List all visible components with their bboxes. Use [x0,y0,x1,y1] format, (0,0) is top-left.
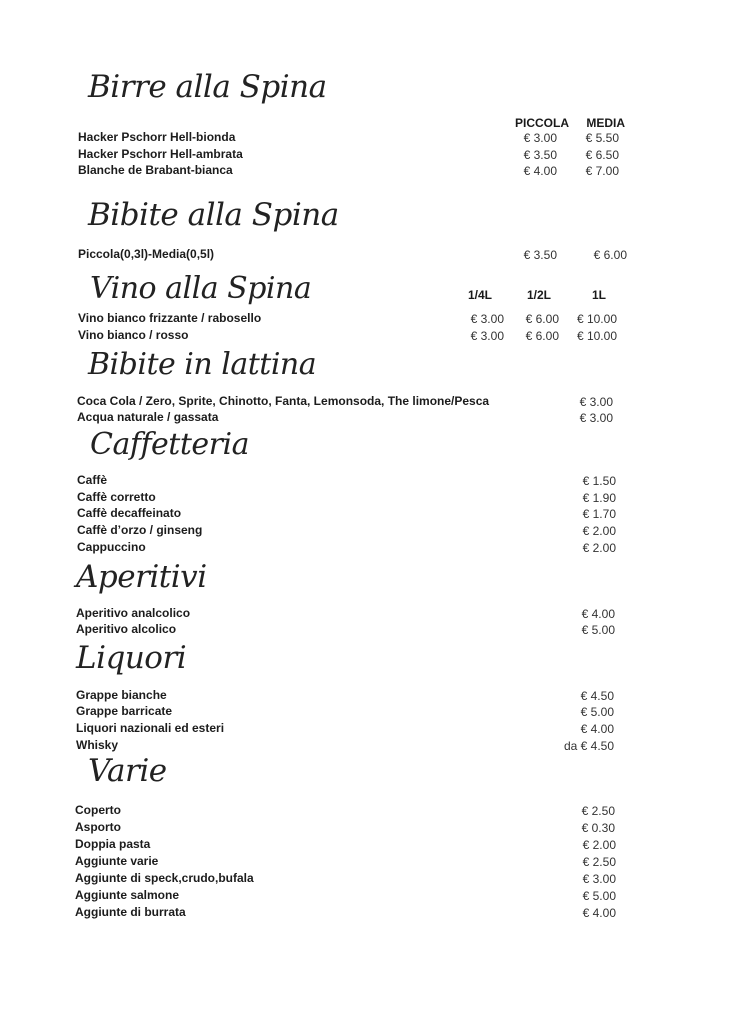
column-header: MEDIA [586,116,625,130]
section-heading: Birre alla Spina [88,69,327,105]
menu-item-price: € 3.00 [523,131,557,145]
menu-item-name: Caffè decaffeinato [77,506,182,520]
menu-item-price: € 4.00 [523,164,557,178]
menu-item-price: € 6.00 [593,248,627,262]
menu-item-name: Caffè d’orzo / ginseng [77,523,203,537]
menu-item-price: € 2.00 [582,838,616,852]
menu-item-name: Whisky [76,738,119,752]
menu-item-name: Asporto [75,820,121,834]
menu-item-price: € 3.00 [579,411,613,425]
menu-item-price: € 2.00 [582,541,616,555]
section-heading: Liquori [76,640,187,676]
menu-item-price: € 3.00 [582,872,616,886]
menu-item-price: € 3.00 [579,395,613,409]
column-header: 1/2L [526,288,551,302]
menu-item-name: Hacker Pschorr Hell-bionda [78,130,236,144]
column-header: 1L [591,288,606,302]
menu-item-price: da € 4.50 [563,739,614,753]
column-header: PICCOLA [515,116,569,130]
section-heading: Bibite in lattina [88,347,317,382]
menu-item-price: € 5.50 [585,131,619,145]
section-heading: Vino alla Spina [90,271,312,306]
menu-item-name: Grappe barricate [76,704,173,718]
menu-item-price: € 0.30 [581,821,615,835]
menu-item-price: € 1.90 [582,491,616,505]
menu-item-name: Caffè corretto [77,490,156,504]
section-heading: Caffetteria [90,427,249,462]
menu-item-price: € 2.00 [582,524,616,538]
menu-item-price: € 6.00 [525,329,559,343]
menu-item-name: Aggiunte di speck,crudo,bufala [75,871,254,885]
menu-item-price: € 1.50 [582,474,616,488]
menu-item-name: Cappuccino [77,540,146,554]
menu-item-name: Caffè [77,473,108,487]
menu-item-name: Aggiunte salmone [75,888,180,902]
menu-item-price: € 4.50 [580,689,614,703]
menu-item-name: Coca Cola / Zero, Sprite, Chinotto, Fanta, Lemonsoda, The limone/Pesca [77,394,490,408]
section-heading: Varie [88,753,167,789]
menu-item-name: Aperitivo analcolico [76,606,191,620]
menu-item-price: € 3.50 [523,148,557,162]
menu-item-name: Grappe bianche [76,688,167,702]
menu-item-price: € 1.70 [582,507,616,521]
menu-item-name: Liquori nazionali ed esteri [76,721,225,735]
menu-item-name: Aperitivo alcolico [76,622,177,636]
menu-item-name: Hacker Pschorr Hell-ambrata [78,147,243,161]
menu-item-name: Vino bianco frizzante / rabosello [78,311,262,325]
menu-item-price: € 4.00 [580,722,614,736]
column-header: 1/4L [467,288,492,302]
menu-item-name: Vino bianco / rosso [78,328,189,342]
menu-item-name: Aggiunte varie [75,854,159,868]
menu-item-price: € 2.50 [581,804,615,818]
menu-item-name: Piccola(0,3l)-Media(0,5l) [78,247,215,261]
menu-item-price: € 2.50 [582,855,616,869]
section-heading: Aperitivi [76,559,207,595]
menu-item-price: € 3.00 [470,312,504,326]
menu-item-price: € 6.50 [585,148,619,162]
menu-item-name: Coperto [75,803,121,817]
section-heading: Bibite alla Spina [88,197,339,233]
menu-item-price: € 5.00 [582,889,616,903]
menu-item-price: € 3.00 [470,329,504,343]
menu-item-price: € 4.00 [582,906,616,920]
menu-item-name: Aggiunte di burrata [75,905,186,919]
menu-item-price: € 4.00 [581,607,615,621]
menu-item-price: € 10.00 [576,329,617,343]
menu-item-price: € 5.00 [581,623,615,637]
menu-item-price: € 7.00 [585,164,619,178]
menu-item-price: € 3.50 [523,248,557,262]
menu-item-name: Acqua naturale / gassata [77,410,219,424]
menu-item-price: € 10.00 [576,312,617,326]
menu-item-name: Blanche de Brabant-bianca [78,163,233,177]
menu-item-price: € 5.00 [580,705,614,719]
menu-item-name: Doppia pasta [75,837,151,851]
menu-item-price: € 6.00 [525,312,559,326]
